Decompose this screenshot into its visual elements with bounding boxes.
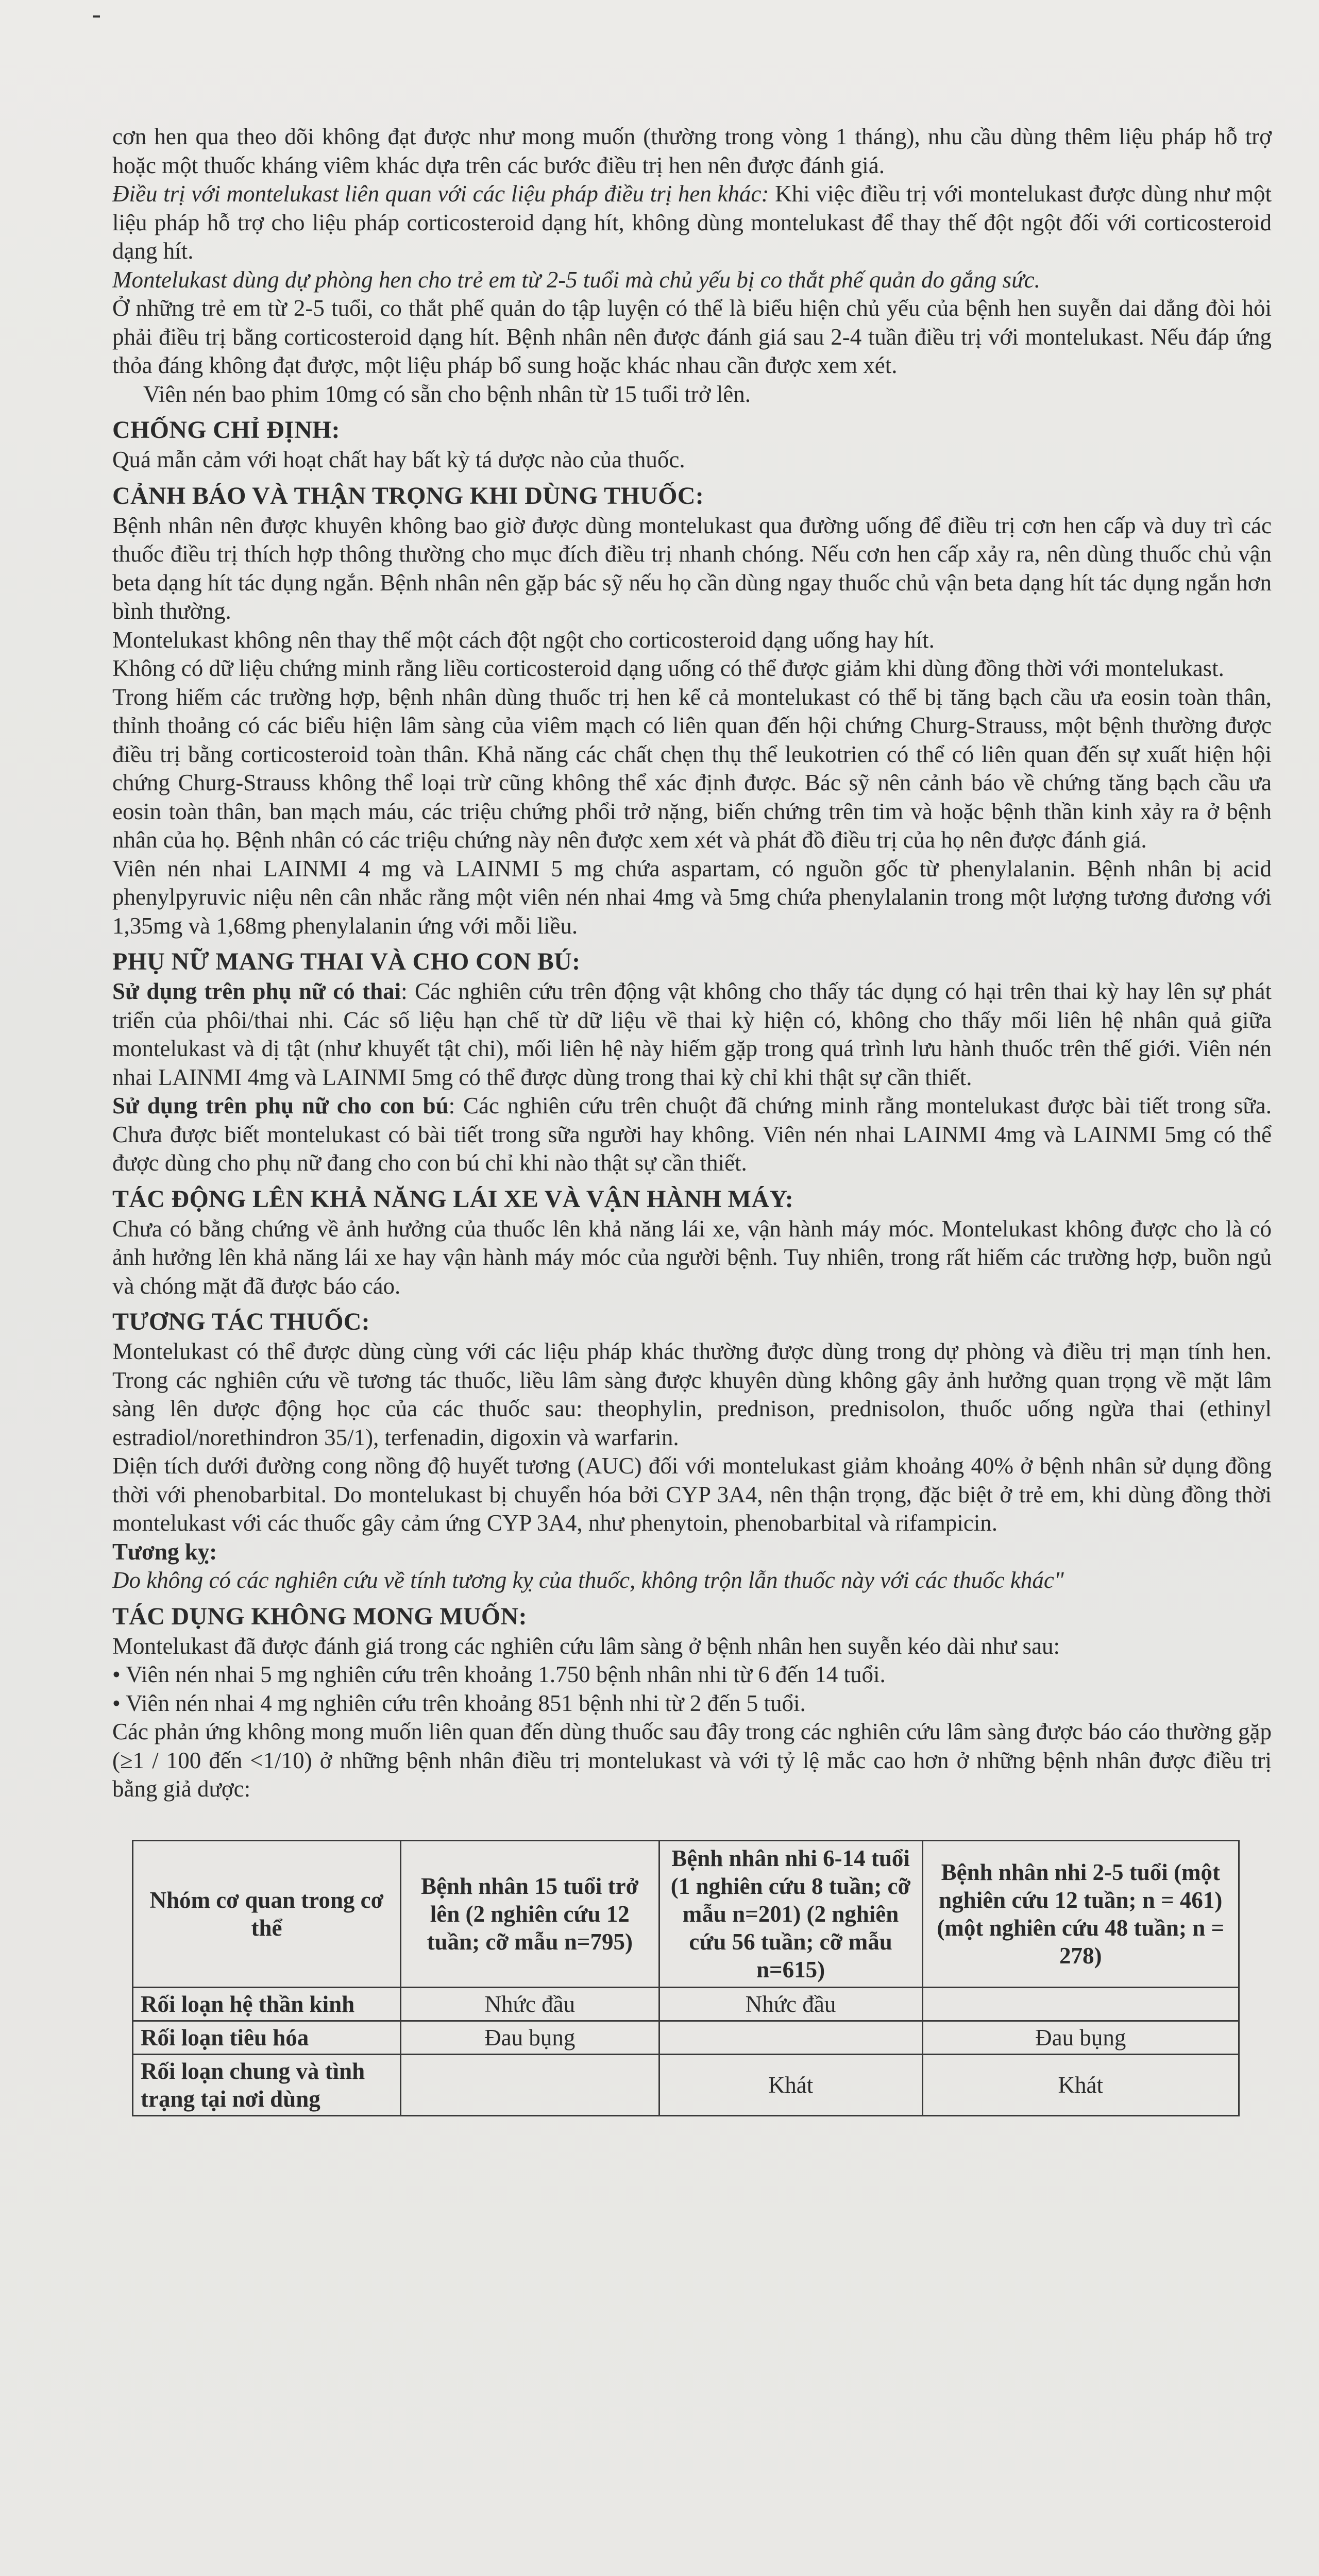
table-row xyxy=(133,2021,1239,2054)
adverse-paragraph-2: Các phản ứng không mong muốn liên quan đến dùng thuốc sau đây trong các nghiên cứu lâm sàng được báo cáo thường gặp (≥1 / 100 đến <1/10) ở những bệnh nhân điều trị montelukast và với tỷ lệ mắc cao hơn ở những bệnh nhân được điều trị bằng giả dược: xyxy=(112,1719,1272,1802)
table-cell: Khát xyxy=(922,2054,1239,2115)
table-row xyxy=(133,2054,1239,2115)
adverse-effects-table xyxy=(132,1840,1240,2116)
warnings-paragraph-2: Montelukast không nên thay thế một cách đột ngột cho corticosteroid dạng uống hay hít. xyxy=(112,626,935,653)
pregnancy-body: : Các nghiên cứu trên động vật không cho thấy tác dụng có hại trên thai kỳ hay lên sự phát triển của phôi/thai nhi. Các số liệu hạn chế từ dữ liệu về thai kỳ hiện có, không cho thấy mối liên hệ nhân quả giữa montelukast và dị tật (như khuyết tật chi), mối liên hệ này hiếm gặp trong quá trình lưu hành thuốc trên thế giới. Viên nén nhai LAINMI 4mg và LAINMI 5mg có thể được dùng trong thai kỳ chỉ khi thật sự cần thiết. xyxy=(112,978,1272,1090)
table-cell: Khát xyxy=(659,2054,922,2115)
breastfeeding-lead: Sử dụng trên phụ nữ cho con bú xyxy=(112,1093,449,1118)
contraindications-heading: CHỐNG CHỈ ĐỊNH: xyxy=(112,416,340,444)
intro-paragraph-2 xyxy=(112,180,1272,266)
contraindications-text: Quá mẫn cảm với hoạt chất hay bất kỳ tá dược nào của thuốc. xyxy=(112,447,685,472)
intro-paragraph-2-lead: Điều trị với montelukast liên quan với các liệu pháp điều trị hen khác: xyxy=(112,181,769,207)
table-header-children-2-5: Bệnh nhân nhi 2-5 tuổi (một nghiên cứu 12 tuần; n = 461) (một nghiên cứu 48 tuần; n = 278) xyxy=(922,1840,1239,1987)
interactions-paragraph-1: Montelukast có thể được dùng cùng với các liệu pháp khác thường được dùng trong dự phòng và điều trị mạn tính hen. Trong các nghiên cứu về tương tác thuốc, liều lâm sàng được khuyên dùng không gây ảnh hưởng quan trọng về mặt lâm sàng lên dược động học của các thuốc sau: theophylin, prednison, prednisolon, thuốc uống ngừa thai (ethinyl estradiol/norethindron 35/1), terfenadin, digoxin và warfarin. xyxy=(112,1338,1272,1450)
interactions-paragraph-2: Diện tích dưới đường cong nồng độ huyết tương (AUC) đối với montelukast giảm khoảng 40% ở bệnh nhân sử dụng đồng thời với phenobarbital. Do montelukast bị chuyển hóa bởi CYP 3A4, nên thận trọng, đặc biệt ở trẻ em, khi dùng đồng thời montelukast với các thuốc gây cảm ứng CYP 3A4, như phenytoin, phenobarbital và rifampicin. xyxy=(112,1453,1272,1536)
breastfeeding-paragraph xyxy=(112,1092,1272,1178)
intro-paragraph-3: Montelukast dùng dự phòng hen cho trẻ em từ 2-5 tuổi mà chủ yếu bị co thắt phế quản do gắng sức. xyxy=(112,266,1040,293)
adverse-bullet-1: • Viên nén nhai 5 mg nghiên cứu trên khoảng 1.750 bệnh nhân nhi từ 6 đến 14 tuổi. xyxy=(112,1662,886,1687)
table-cell xyxy=(659,2021,922,2054)
pregnancy-lead: Sử dụng trên phụ nữ có thai xyxy=(112,978,401,1004)
pregnancy-heading: PHỤ NỮ MANG THAI VÀ CHO CON BÚ: xyxy=(112,948,581,975)
adverse-paragraph-1: Montelukast đã được đánh giá trong các nghiên cứu lâm sàng ở bệnh nhân hen suyễn kéo dài như sau: xyxy=(112,1633,1060,1659)
table-cell: Rối loạn tiêu hóa xyxy=(133,2021,401,2054)
leaflet-content xyxy=(112,123,1272,2116)
table-cell: Nhức đầu xyxy=(400,1987,659,2021)
warnings-paragraph-1: Bệnh nhân nên được khuyên không bao giờ được dùng montelukast qua đường uống để điều trị cơn hen cấp và duy trì các thuốc điều trị thích hợp thông thường cho mục đích điều trị nhanh chóng. Nếu cơn hen cấp xảy ra, nên dùng thuốc chủ vận beta dạng hít tác dụng ngắn. Bệnh nhân nên gặp bác sỹ nếu họ cần dùng ngay thuốc chủ vận beta dạng hít tác dụng ngắn hơn bình thường. xyxy=(112,512,1272,624)
table-cell xyxy=(400,2054,659,2115)
warnings-paragraph-5: Viên nén nhai LAINMI 4 mg và LAINMI 5 mg chứa aspartam, có nguồn gốc từ phenylalanin. Bệnh nhân bị acid phenylpyruvic niệu nên cân nhắc rằng một viên nén nhai 4mg và 5mg chứa phenylalanin trong một lượng tương đương với 1,35mg và 1,68mg phenylalanin ứng với mỗi liều. xyxy=(112,855,1272,939)
table-row xyxy=(133,1987,1239,2021)
table-header-children-6-14: Bệnh nhân nhi 6-14 tuổi (1 nghiên cứu 8 tuần; cỡ mẫu n=201) (2 nghiên cứu 56 tuần; cỡ mẫu n=615) xyxy=(659,1840,922,1987)
intro-paragraph-4: Ở những trẻ em từ 2-5 tuổi, co thắt phế quản do tập luyện có thể là biểu hiện chủ yếu của bệnh hen suyễn dai dẳng đòi hỏi phải điều trị bằng corticosteroid dạng hít. Bệnh nhân nên được đánh giá sau 2-4 tuần điều trị với montelukast. Nếu đáp ứng thỏa đáng không đạt được, một liệu pháp bổ sung hoặc khác nhau cần được xem xét. xyxy=(112,295,1272,378)
incompatibility-text: Do không có các nghiên cứu về tính tương kỵ của thuốc, không trộn lẫn thuốc này với các thuốc khác" xyxy=(112,1567,1064,1593)
breastfeeding-body: : Các nghiên cứu trên chuột đã chứng minh rằng montelukast được bài tiết trong sữa. Chưa được biết montelukast có bài tiết trong sữa người hay không. Viên nén nhai LAINMI 4mg và LAINMI 5mg có thể được dùng cho phụ nữ đang cho con bú chỉ khi nào thật sự cần thiết. xyxy=(112,1093,1272,1176)
table-cell: Nhức đầu xyxy=(659,1987,922,2021)
table-cell: Rối loạn hệ thần kinh xyxy=(133,1987,401,2021)
table-header-adults: Bệnh nhân 15 tuổi trở lên (2 nghiên cứu 12 tuần; cỡ mẫu n=795) xyxy=(400,1840,659,1987)
pregnancy-paragraph xyxy=(112,977,1272,1092)
warnings-heading: CẢNH BÁO VÀ THẬN TRỌNG KHI DÙNG THUỐC: xyxy=(112,482,704,510)
driving-text: Chưa có bằng chứng về ảnh hưởng của thuốc lên khả năng lái xe, vận hành máy móc. Montelukast không được cho là có ảnh hưởng lên khả năng lái xe hay vận hành máy móc của người bệnh. Tuy nhiên, trong rất hiếm các trường hợp, buồn ngủ và chóng mặt đã được báo cáo. xyxy=(112,1215,1272,1299)
intro-paragraph-5: Viên nén bao phim 10mg có sẵn cho bệnh nhân từ 15 tuổi trở lên. xyxy=(143,381,751,407)
table-cell: Đau bụng xyxy=(400,2021,659,2054)
table-header-organ-group: Nhóm cơ quan trong cơ thể xyxy=(133,1840,401,1987)
warnings-paragraph-3: Không có dữ liệu chứng minh rằng liều corticosteroid dạng uống có thể được giảm khi dùng đồng thời với montelukast. xyxy=(112,655,1224,681)
print-mark xyxy=(93,15,100,18)
intro-paragraph-1: cơn hen qua theo dõi không đạt được như mong muốn (thường trong vòng 1 tháng), nhu cầu dùng thêm liệu pháp hỗ trợ hoặc một thuốc kháng viêm khác dựa trên các bước điều trị hen nên được đánh giá. xyxy=(112,124,1272,178)
adverse-effects-heading: TÁC DỤNG KHÔNG MONG MUỐN: xyxy=(112,1602,527,1630)
table-cell: Rối loạn chung và tình trạng tại nơi dùng xyxy=(133,2054,401,2115)
warnings-paragraph-4: Trong hiếm các trường hợp, bệnh nhân dùng thuốc trị hen kể cả montelukast có thể bị tăng bạch cầu ưa eosin toàn thân, thỉnh thoảng có các biểu hiện lâm sàng của viêm mạch có liên quan đến hội chứng Churg-Strauss, một bệnh thường được điều trị bằng corticosteroid toàn thân. Khả năng các chất chẹn thụ thể leukotrien có thể có liên quan đến sự xuất hiện hội chứng Churg-Strauss không thể loại trừ cũng không thể xác định được. Bác sỹ nên cảnh báo về chứng tăng bạch cầu ưa eosin toàn thân, ban mạch máu, các triệu chứng phổi trở nặng, biến chứng trên tim và hoặc bệnh thần kinh xảy ra ở bệnh nhân của họ. Bệnh nhân có các triệu chứng này nên được xem xét và phát đồ điều trị của họ nên được đánh giá. xyxy=(112,684,1272,853)
table-cell: Đau bụng xyxy=(922,2021,1239,2054)
table-header-row xyxy=(133,1840,1239,1987)
incompatibility-subheading: Tương kỵ: xyxy=(112,1538,217,1565)
interactions-heading: TƯƠNG TÁC THUỐC: xyxy=(112,1308,370,1335)
adverse-bullet-2: • Viên nén nhai 4 mg nghiên cứu trên khoảng 851 bệnh nhi từ 2 đến 5 tuổi. xyxy=(112,1690,806,1716)
intro-paragraph-2-body: Khi việc điều trị với montelukast được dùng như một liệu pháp hỗ trợ cho liệu pháp corticosteroid dạng hít, không dùng montelukast để thay thế đột ngột đối với corticosteroid dạng hít. xyxy=(112,181,1272,264)
table-cell xyxy=(922,1987,1239,2021)
driving-heading: TÁC ĐỘNG LÊN KHẢ NĂNG LÁI XE VÀ VẬN HÀNH MÁY: xyxy=(112,1185,794,1213)
